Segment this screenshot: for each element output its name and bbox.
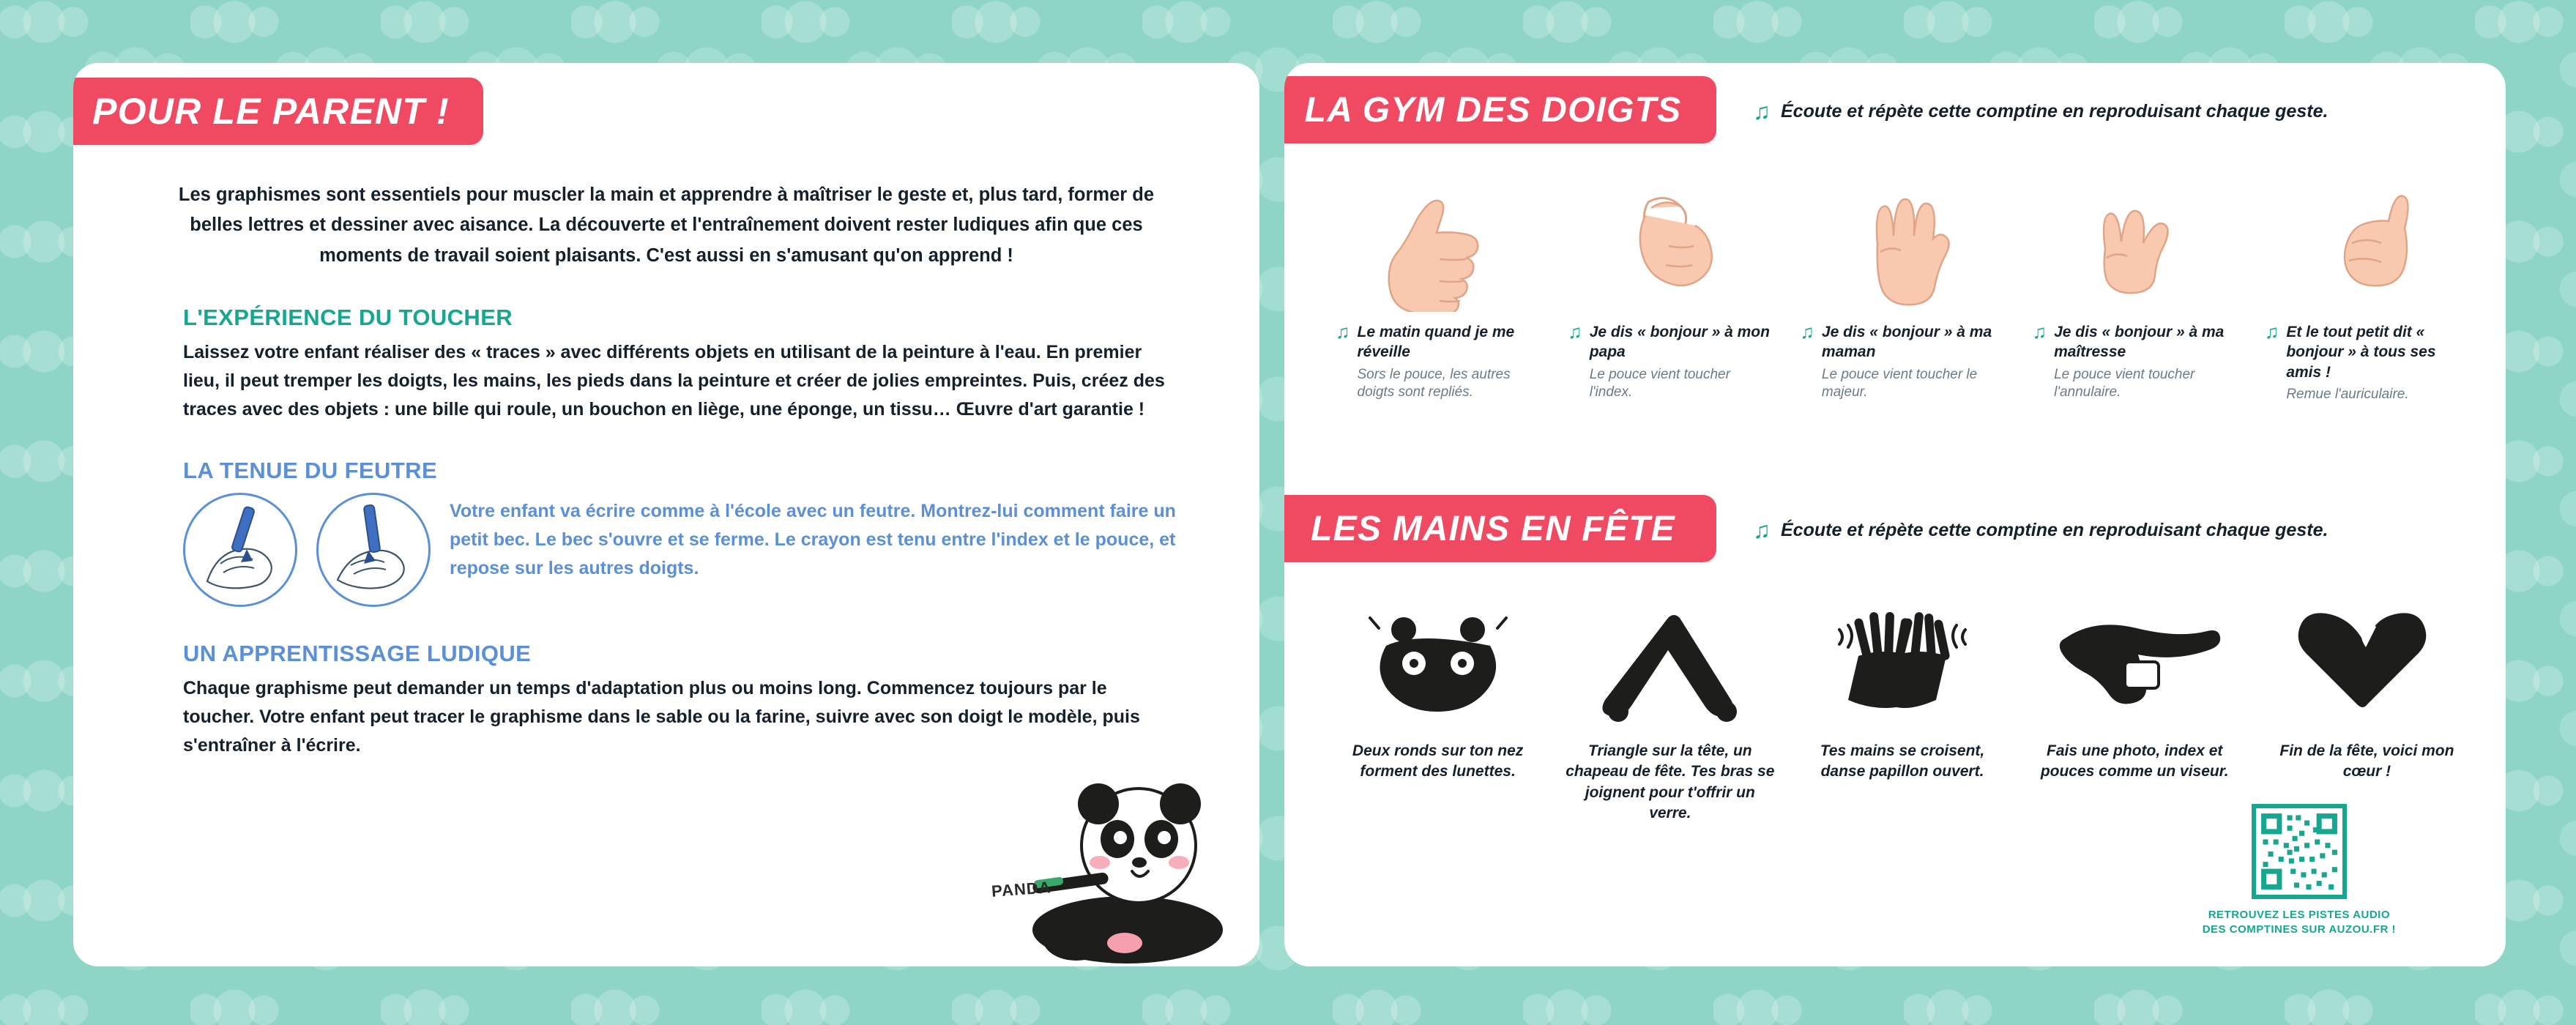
mains-figure-2 — [1557, 590, 1782, 824]
hand-three-fingers-icon — [1790, 173, 2014, 312]
mains-banner: LES MAINS EN FÊTE — [1284, 495, 1716, 562]
gym-listen-text: Écoute et répète cette comptine en reproduisant chaque geste. — [1781, 101, 2329, 122]
gym-figure-4-sub: Le pouce vient toucher l'annulaire. — [2054, 366, 2195, 400]
mains-listen-text: Écoute et répète cette comptine en reproduisant chaque geste. — [1781, 520, 2329, 540]
gym-figure-2 — [1557, 173, 1782, 404]
section-feutre-row — [183, 493, 1179, 607]
music-note-icon: ♫ — [1336, 321, 1350, 343]
qr-label-line1: RETROUVEZ LES PISTES AUDIO — [2208, 908, 2390, 921]
section-feutre-title: LA TENUE DU FEUTRE — [183, 457, 438, 483]
mains-listen-line — [1753, 517, 2328, 544]
section-ludique — [183, 641, 1179, 760]
mains-figure-5-caption: Fin de la fête, voici mon cœur ! — [2279, 742, 2454, 780]
mains-figure-1-caption: Deux ronds sur ton nez forment des lunettes. — [1352, 742, 1524, 780]
panda-mascot-illustration — [989, 747, 1230, 966]
section-toucher-title: L'EXPÉRIENCE DU TOUCHER — [183, 304, 513, 330]
gym-figure-5-main: Et le tout petit dit « bonjour » à tous ses amis ! — [2286, 324, 2436, 381]
gym-figure-4-main: Je dis « bonjour » à ma maîtresse — [2054, 324, 2225, 361]
mains-figure-1 — [1325, 590, 1550, 824]
gym-figure-1 — [1325, 173, 1550, 404]
hand-holding-pen-icon-1 — [183, 493, 297, 607]
gym-figure-5 — [2255, 173, 2479, 404]
section-toucher-body: Laissez votre enfant réaliser des « traces » avec différents objets en utilisant de la peinture à l'eau. En premier lieu, il peut tremper les doigts, les mains, les pieds dans la peinture et créer de jolies empreintes. Puis, créez des traces avec des objets : une bille qui roule, un bouchon en liège, une éponge, un tissu… Œuvre d'art garantie ! — [183, 341, 1165, 420]
music-note-icon: ♫ — [2032, 321, 2047, 343]
music-note-icon: ♫ — [2264, 321, 2279, 343]
shadow-camera-icon — [2022, 590, 2247, 729]
section-ludique-title: UN APPRENTISSAGE LUDIQUE — [183, 640, 532, 666]
shadow-triangle-hat-icon — [1557, 590, 1782, 729]
gym-figure-1-sub: Sors le pouce, les autres doigts sont repliés. — [1357, 366, 1511, 400]
gym-figure-3-caption — [1790, 322, 2014, 402]
panda-label: PANDA — [991, 878, 1052, 901]
qr-block — [2203, 804, 2396, 938]
mains-figures — [1325, 590, 2479, 824]
gym-figure-3-sub: Le pouce vient toucher le majeur. — [1821, 366, 1978, 400]
section-feutre — [183, 458, 1179, 607]
hand-thumb-up-icon — [1325, 173, 1550, 312]
music-note-icon: ♫ — [1568, 321, 1582, 343]
mains-figure-4 — [2022, 590, 2247, 824]
section-feutre-body: Votre enfant va écrire comme à l'école avec un feutre. Montrez-lui comment faire un petit bec. Le bec s'ouvre et se ferme. Le crayon est tenu entre l'index et le pouce, et repose sur les autres doigts. — [450, 500, 1176, 578]
parent-card — [73, 63, 1259, 966]
gym-figure-2-sub: Le pouce vient toucher l'index. — [1589, 366, 1730, 400]
qr-code-icon[interactable] — [2252, 804, 2347, 899]
music-note-icon: ♫ — [1753, 517, 1771, 543]
gym-figure-5-sub: Remue l'auriculaire. — [2286, 386, 2409, 402]
hand-holding-pen-icon-2 — [316, 493, 431, 607]
hand-pinky-icon — [2255, 173, 2479, 312]
gym-listen-line — [1753, 98, 2328, 125]
music-note-icon: ♫ — [1753, 98, 1771, 124]
hand-two-fingers-icon — [2022, 173, 2247, 312]
gym-figure-1-main: Le matin quand je me réveille — [1357, 324, 1515, 361]
music-note-icon: ♫ — [1800, 321, 1814, 343]
gym-figure-2-main: Je dis « bonjour » à mon papa — [1589, 324, 1770, 361]
mains-figure-2-caption: Triangle sur la tête, un chapeau de fête. Tes bras se joignent pour t'offrir un verre. — [1566, 742, 1775, 822]
gym-figure-3-main: Je dis « bonjour » à ma maman — [1821, 324, 1992, 361]
mains-figure-4-caption: Fais une photo, index et pouces comme un viseur. — [2040, 742, 2229, 780]
gym-figure-2-caption — [1557, 322, 1782, 402]
hand-pinch-icon — [1557, 173, 1782, 312]
section-ludique-body: Chaque graphisme peut demander un temps d'adaptation plus ou moins long. Commencez toujours par le toucher. Votre enfant peut tracer le graphisme dans le sable ou la farine, suivre avec son doigt le modèle, puis s'entraîner à l'écrire. — [183, 677, 1140, 756]
qr-label-line2: DES COMPTINES SUR AUZOU.FR ! — [2202, 922, 2396, 936]
mains-figure-3-caption: Tes mains se croisent, danse papillon ouvert. — [1820, 742, 1985, 780]
section-toucher — [183, 305, 1179, 424]
gym-figure-4-caption — [2022, 322, 2247, 402]
gym-figure-5-caption — [2255, 322, 2479, 404]
shadow-heart-icon — [2255, 590, 2479, 729]
mains-figure-3 — [1790, 590, 2014, 824]
gym-figure-1-caption — [1325, 322, 1550, 402]
shadow-butterfly-icon — [1790, 590, 2014, 729]
section-feutre-text — [450, 493, 1179, 583]
gym-figure-3 — [1790, 173, 2014, 404]
parent-intro-text: Les graphismes sont essentiels pour muscler la main et apprendre à maîtriser le geste et, plus tard, former de belles lettres et dessiner avec aisance. La découverte et l'entraînement doivent rester ludiques afin que ces moments de travail soient plaisants. C'est aussi en s'amusant qu'on apprend ! — [178, 184, 1155, 266]
gym-figures — [1325, 173, 2479, 404]
gym-banner: LA GYM DES DOIGTS — [1284, 76, 1716, 144]
activities-card — [1284, 63, 2506, 966]
mains-figure-5 — [2255, 590, 2479, 824]
gym-figure-4 — [2022, 173, 2247, 404]
parent-banner: POUR LE PARENT ! — [73, 78, 483, 145]
shadow-panda-glasses-icon — [1325, 590, 1550, 729]
